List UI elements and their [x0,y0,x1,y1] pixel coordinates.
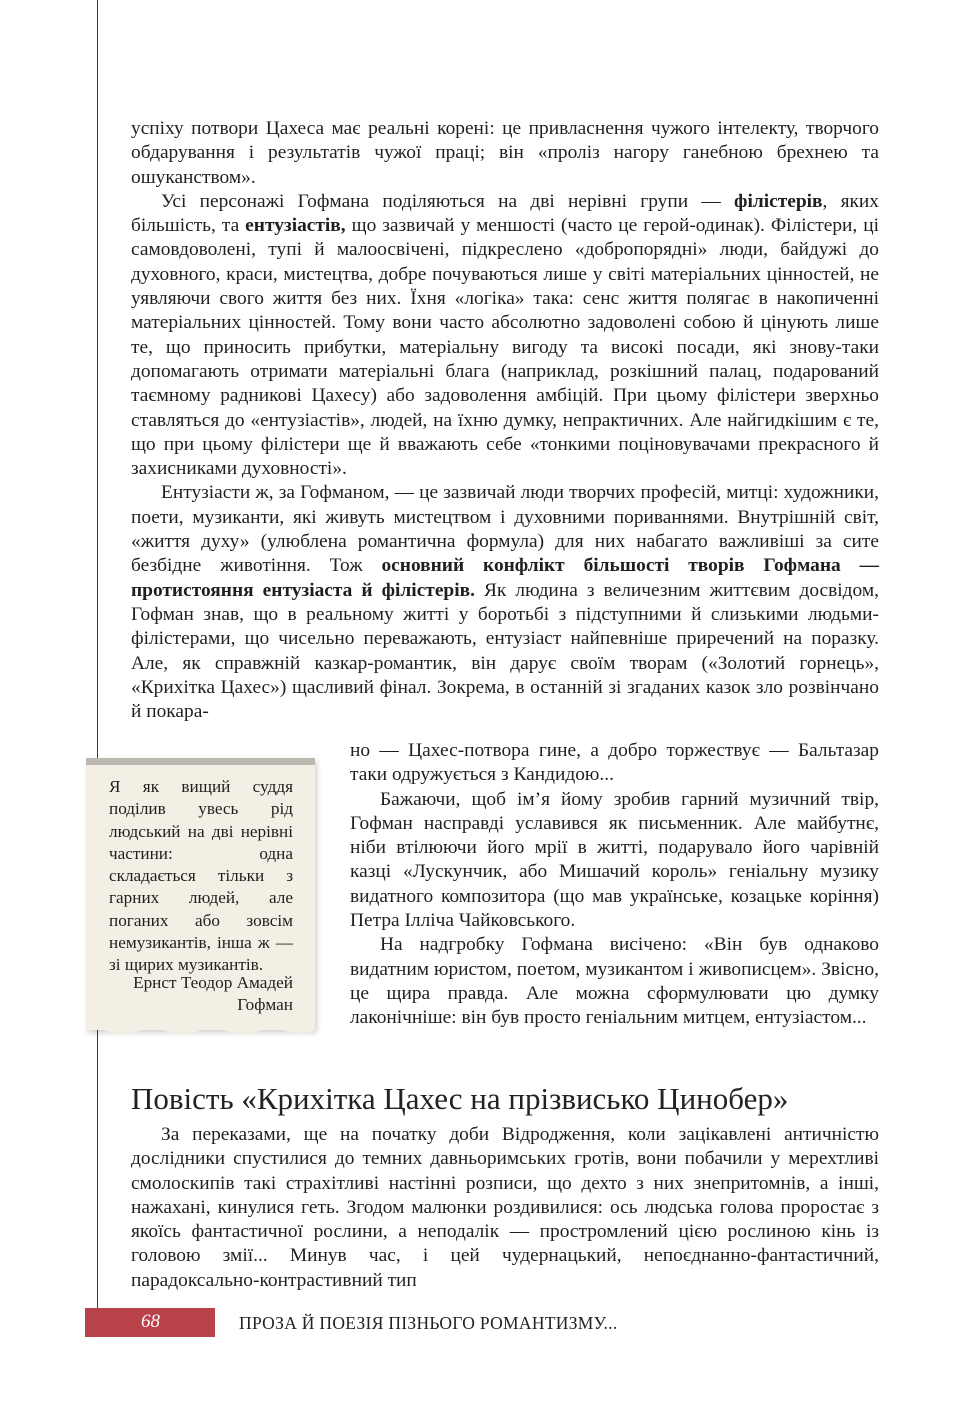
author-name-line2: Гофман [237,995,293,1015]
right-text-block [350,739,879,1031]
author-name-line1: Ернст Теодор Амадей [133,973,293,992]
quote-author [100,972,293,1017]
text-run: Ентузіасти ж, за Гофманом, — це зазвичай люди творчих професій, митці: художники, поети, музиканти, які живуть мистецтвом і духовними пориваннями. Внутрішній світ, «життя духу» (улюблена романтична формула) для них набагато важливіші за сите безбідне животіння. Тож [131,482,879,577]
paragraph: Бажаючи, щоб ім’я йому зробив гарний музичний твір, Гофман насправді уславився як письменник. Але майбутнє, ніби втілюючи його мрії в житті, подарувало його чарівній казці «Лускунчик, або Мишачий король» геніальну музику видатного композитора (що мав українське, козацьке коріння) Петра Ілліча Чайковського. [350,788,879,932]
section-heading: Повість «Крихітка Цахес на прізвисько Цинобер» [131,1081,789,1116]
page-margin-line [97,0,98,1320]
paragraph-enthusiasts [131,481,879,724]
sidebar-wavy-edge [86,1020,315,1038]
term-enthusiasts: ентузіастів, [245,215,346,237]
running-title: ПРОЗА Й ПОЕЗІЯ ПІЗНЬОГО РОМАНТИЗМУ... [239,1313,618,1333]
paragraph: успіху потвори Цахеса має реальні корені: це привласнення чужого інтелекту, творчого обдарування і результатів чужої праці; він «проліз нагору ганебною брехнею та ошуканством». [131,118,879,188]
text-run: що зазвичай у меншості (часто це герой-одинак). Філістери, ці самовдоволені, тупі й малоосвічені, підкреслено «добропорядні» люди, байдужі до духовного, краси, мистецтва, добре почуваються лише у світі матеріальних цінностей, не уявляючи свого життя без них. Їхня «логіка» така: сенс життя полягає в накопиченні матеріальних цінностей. Тому вони часто абсолютно задоволені собою й цінують лише те, що приносить прибутки, матеріальну вигоду та високі посади, які знову-таки допомагають отримати матеріальні блага (наприклад, розкішний палац, подарований таємному радникові Цахесу) або задоволення амбіцій. При цьому філістери зверхньо ставляться до «ентузіастів», людей, на їхню думку, непрактичних. Але найгидкішим є те, що при цьому філістери ще й вважають себе «тонкими поціновувачами прекрасного й захисниками духовності». [131,215,879,480]
term-philistines: філістерів [734,190,823,212]
page-number: 68 [141,1311,160,1332]
main-text-block [131,117,879,724]
section-text-block [131,1123,879,1293]
paragraph-groups [131,190,879,482]
paragraph: но — Цахес-потвора гине, а добро торжествує — Бальтазар таки одружується з Кандидою... [350,740,879,786]
text-run: Як людина з величезним життєвим досвідом, Гофман знав, що в реальному житті у боротьбі з підступними й слизькими людьми-філістерами, що чисельно переважають, ентузіаст найпевніше приречений на поразку. Але, як справжній казкар-романтик, він дарує своїм творам («Золотий горнець», «Крихітка Цахес») щасливий фінал. Зокрема, в останній зі згаданих казок зло розвінчано й покара- [131,579,879,723]
sidebar-quote: Я як вищий суддя поділив увесь рід людський на дві нерівні частини: одна складається тільки з гарних людей, але поганих або зовсім немузикантів, інша ж — зі щирих музикантів. [109,777,293,975]
text-run: , яких більшість, та [131,190,880,237]
paragraph: За переказами, ще на початку доби Відродження, коли зацікавлені античністю дослідники спустилися до темних давньоримських гротів, вони побачили у мерехтливі смолоскипів такі страхітливі настінні розписи, що дехто з них знепритомнів, а інші, нажахані, кинулися геть. Згодом малюнки роздивилися: ось людська голова проростає з якоїсь фантастичної рослини, а неподалік — простромлений цією рослиною кінь із головою змії... Минув час, і цей чудернацький, непоєднанно-фантастичний, парадоксально-контрастивний тип [131,1124,879,1291]
text-run: Усі персонажі Гофмана поділяються на дві нерівні групи — [161,190,735,212]
main-conflict-emphasis: основний конфлікт більшості творів Гофмана — протистояння ентузіаста й філістерів. [131,555,879,601]
paragraph: На надгробку Гофмана висічено: «Він був однаково видатним юристом, поетом, музикантом і живописцем». Звісно, це щира правда. Але можна сформулювати цю думку лаконічніше: він був просто геніальним митцем, ентузіастом... [350,934,879,1029]
